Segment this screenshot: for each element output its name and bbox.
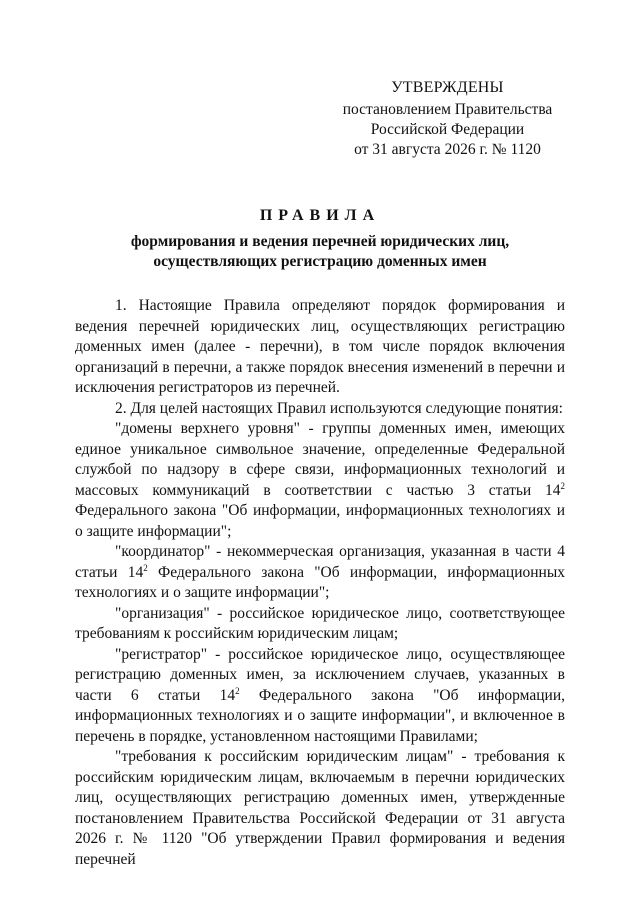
approval-line: постановлением Правительства (342, 101, 553, 118)
superscript: 2 (560, 480, 565, 491)
paragraph-requirements: "требования к российским юридическим лицам" - требования к российским юридическим лицам, включаемым в перечни юридических лиц, осуществляющих регистрацию доменных имен, утвержденные постановлением Правительства Российской Федерации от 31 августа 2026 г. № 1120 "Об утверждении Правил формирования и ведения перечней (75, 748, 565, 868)
superscript: 2 (235, 685, 240, 696)
paragraph-text: Федерального закона "Об информации, информационных технологиях и о защите информации"; (75, 563, 565, 601)
superscript: 2 (143, 562, 148, 573)
paragraph-text: "домены верхнего уровня" - группы доменных имен, имеющих единое уникальное символьное значение, определенные Федеральной службой по надзору в сфере связи, информационных технологий и массовых коммуникаций в соответствии с частью 3 статьи 14 (75, 420, 565, 499)
paragraph-text: "регистратор" - российское юридическое лицо, осуществляющее регистрацию доменных имен, за исключением случаев, указанных в части 6 статьи 14 (75, 645, 565, 704)
paragraph-text: Федерального закона "Об информации, информационных технологиях и о защите информации"; (75, 502, 565, 540)
document-title: ПРАВИЛА (259, 207, 381, 224)
subtitle-line: формирования и ведения перечней юридических лиц, (130, 233, 510, 250)
document-body (75, 296, 565, 870)
approval-line: Российской Федерации (370, 121, 525, 138)
paragraph-text: Федерального закона "Об информации, информационных технологиях и о защите информации", и включенное в перечень в порядке, установленном настоящими Правилами; (75, 686, 565, 745)
subtitle-line: осуществляющих регистрацию доменных имен (153, 253, 487, 270)
paragraph-coordinator (75, 542, 565, 604)
paragraph-1: 1. Настоящие Правила определяют порядок формирования и ведения перечней юридических лиц, осуществляющих регистрацию доменных имен (далее - перечни), в том числе порядок включения организаций в перечни, а также порядок внесения изменений в перечни и исключения регистраторов из перечней. (75, 297, 565, 396)
document-subtitle (100, 232, 540, 272)
paragraph-registrar (75, 645, 565, 748)
approval-title: УТВЕРЖДЕНЫ (391, 79, 504, 96)
paragraph-2: 2. Для целей настоящих Правил используются следующие понятия: (115, 399, 563, 417)
approval-date-line: от 31 августа 2026 г. № 1120 (354, 141, 541, 158)
approval-block (330, 78, 565, 160)
paragraph-text: "координатор" - некоммерческая организация, указанная в части 4 статьи 14 (75, 543, 565, 581)
paragraph-top-level-domains (75, 419, 565, 542)
paragraph-organization: "организация" - российское юридическое лицо, соответствующее требованиям к российским юридическим лицам; (75, 604, 565, 642)
